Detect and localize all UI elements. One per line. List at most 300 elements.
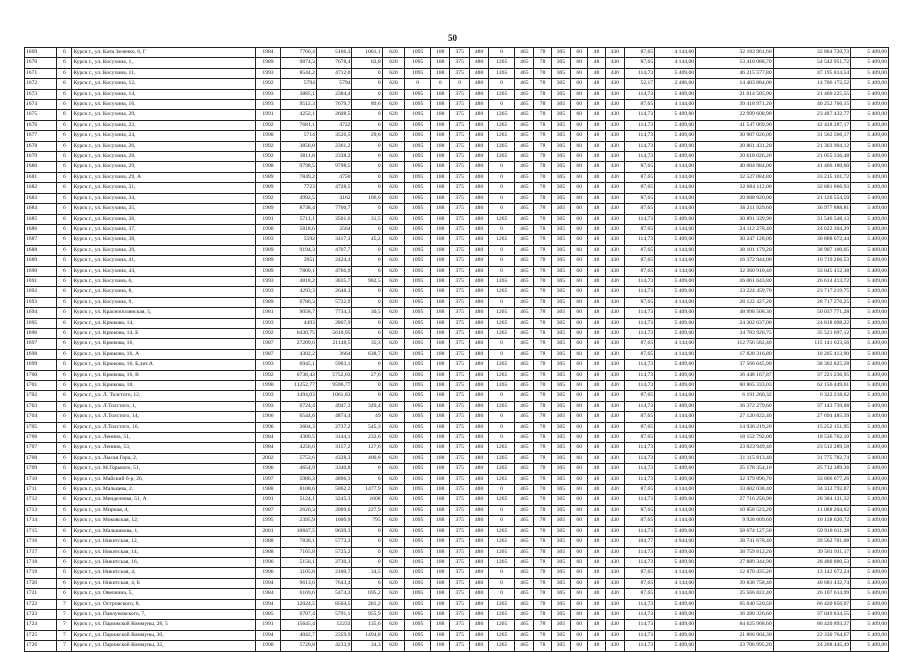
table-cell: 0 [352, 297, 382, 307]
table-cell: 60 [571, 318, 588, 328]
table-cell: 30 907 026,00 [696, 131, 774, 141]
table-cell: 0 [352, 110, 382, 120]
table-cell: 0 [352, 152, 382, 162]
row-number-cell: 1717 [25, 547, 57, 557]
table-cell: 24 112 278,40 [696, 224, 774, 234]
table-cell: 1095 [405, 464, 431, 474]
table-cell: 375 [450, 433, 469, 443]
table-cell: 1608 [352, 495, 382, 505]
table-cell: 305 [551, 58, 570, 68]
table-cell: 465 [515, 297, 534, 307]
table-row [25, 547, 889, 557]
table-row [25, 193, 889, 203]
table-cell: 620 [382, 360, 405, 370]
table-cell: 1095 [405, 453, 431, 463]
table-cell: 30,5 [352, 308, 382, 318]
table-cell: 5 409,00 [655, 131, 696, 141]
table-cell: 465 [515, 443, 534, 453]
table-cell: 188 [431, 120, 450, 130]
table-cell: 480 [469, 537, 488, 547]
table-cell: 114,73 [624, 120, 654, 130]
table-cell: 1494,8 [352, 630, 382, 640]
table-cell: 188 [431, 89, 450, 99]
table-cell: 1095 [405, 401, 431, 411]
table-cell: 375 [450, 568, 469, 578]
table-cell: 114,73 [624, 68, 654, 78]
table-cell: 6 [57, 131, 72, 141]
table-cell: 1992 [255, 193, 281, 203]
table-cell: 620 [382, 495, 405, 505]
table-cell: 4766,9 [316, 266, 352, 276]
table-cell: 2867,9 [316, 318, 352, 328]
table-cell: 60 [571, 443, 588, 453]
table-cell: 1994 [255, 630, 281, 640]
table-cell: 0 [352, 68, 382, 78]
table-cell: 5 409,00 [655, 381, 696, 391]
table-cell: 4 144,00 [655, 48, 696, 58]
table-cell: 0 [352, 360, 382, 370]
table-cell: 1095 [405, 391, 431, 401]
table-cell: 48 [588, 318, 605, 328]
table-cell: 5 409,00 [851, 318, 889, 328]
table-cell: 18 205 413,90 [773, 349, 851, 359]
table-cell: 465 [515, 276, 534, 286]
table-cell: 480 [469, 349, 488, 359]
table-cell: 5 409,00 [655, 68, 696, 78]
table-cell: 305 [551, 381, 570, 391]
table-cell: 87,65 [624, 256, 654, 266]
table-cell: 25 712 389,36 [773, 464, 851, 474]
table-cell: 480 [469, 381, 488, 391]
table-cell: 480 [469, 589, 488, 599]
table-cell: 5 409,00 [655, 235, 696, 245]
table-cell: 60 [571, 370, 588, 380]
row-number-cell: 1673 [25, 89, 57, 99]
table-cell: 0 [489, 172, 515, 182]
table-cell: 6 [57, 214, 72, 224]
table-cell: 465 [515, 68, 534, 78]
table-cell: 41 547 069,90 [696, 120, 774, 130]
table-cell: 60 [571, 141, 588, 151]
table-cell: 4 144,00 [655, 578, 696, 588]
table-cell: 60 [571, 360, 588, 370]
table-cell: 78 [534, 349, 551, 359]
table-cell: 480 [469, 152, 488, 162]
table-cell: 0 [352, 79, 382, 89]
table-cell: 465 [515, 630, 534, 640]
table-row [25, 110, 889, 120]
table-cell: 78 [534, 630, 551, 640]
table-row [25, 464, 889, 474]
table-cell: 188 [431, 339, 450, 349]
table-cell: 60 [571, 58, 588, 68]
address-cell: Курск г., ул. Малышкова, 1, [72, 526, 255, 536]
table-cell: 1985 [255, 609, 281, 619]
table-cell: 6 [57, 328, 72, 338]
table-cell: 465 [515, 609, 534, 619]
table-cell: 60 [571, 328, 588, 338]
table-cell: 1989 [255, 297, 281, 307]
table-cell: 4947,3 [316, 401, 352, 411]
table-cell: 6 [57, 422, 72, 432]
table-cell: 465 [515, 516, 534, 526]
table-cell: 620 [382, 328, 405, 338]
row-number-cell: 1708 [25, 453, 57, 463]
table-cell: 5 409,00 [851, 464, 889, 474]
table-cell: 1095 [405, 568, 431, 578]
table-cell: 1992 [255, 370, 281, 380]
table-cell: 430 [605, 401, 624, 411]
table-cell: 23 023 949,40 [696, 443, 774, 453]
table-cell: 620 [382, 224, 405, 234]
address-cell: Курск г., ул. Косухина, 41, [72, 256, 255, 266]
table-cell: 4992,5 [281, 193, 317, 203]
table-cell: 188 [431, 609, 450, 619]
table-cell: 305 [551, 401, 570, 411]
table-cell: 620 [382, 110, 405, 120]
table-cell: 305 [551, 172, 570, 182]
table-cell: 12 870 435,20 [696, 568, 774, 578]
table-cell: 188 [431, 401, 450, 411]
table-row [25, 495, 889, 505]
table-cell: 7 [57, 609, 72, 619]
table-cell: 16 372 944,00 [696, 256, 774, 266]
table-cell: 430 [605, 287, 624, 297]
table-cell: 87,65 [624, 505, 654, 515]
table-row [25, 89, 889, 99]
table-cell: 0 [489, 79, 515, 89]
table-cell: 66 420 856,07 [773, 599, 851, 609]
table-row [25, 568, 889, 578]
table-cell: 0 [489, 339, 515, 349]
address-cell: Курск г., ул. Л.Толстого, 14, [72, 412, 255, 422]
table-cell: 39 418 971,20 [696, 100, 774, 110]
row-number-cell: 1696 [25, 328, 57, 338]
table-cell: 6 [57, 505, 72, 515]
table-cell: 62,8 [352, 58, 382, 68]
table-cell: 33 045 412,38 [773, 266, 851, 276]
table-cell: 430 [605, 464, 624, 474]
table-cell: 34 312 792,87 [773, 485, 851, 495]
table-cell: 305 [551, 391, 570, 401]
table-cell: 1095 [405, 360, 431, 370]
address-cell: Курск г., ул. Косухина, 11, [72, 68, 255, 78]
table-cell: 430 [605, 474, 624, 484]
table-cell: 305 [551, 308, 570, 318]
table-cell: 1265 [489, 537, 515, 547]
table-cell: 188 [431, 297, 450, 307]
table-cell: 465 [515, 152, 534, 162]
table-cell: 0 [352, 328, 382, 338]
table-cell: 87,65 [624, 58, 654, 68]
table-cell: 4233,9 [316, 641, 352, 651]
row-number-cell: 1722 [25, 599, 57, 609]
table-cell: 60 [571, 505, 588, 515]
table-cell: 620 [382, 162, 405, 172]
table-cell: 465 [515, 266, 534, 276]
table-cell: 305 [551, 224, 570, 234]
table-cell: 430 [605, 79, 624, 89]
table-cell: 375 [450, 412, 469, 422]
table-cell: 620 [382, 391, 405, 401]
table-cell: 465 [515, 318, 534, 328]
row-number-cell: 1707 [25, 443, 57, 453]
table-cell: 480 [469, 641, 488, 651]
table-cell: 545,3 [352, 422, 382, 432]
table-cell: 78 [534, 620, 551, 630]
table-cell: 620 [382, 453, 405, 463]
table-cell: 4 144,00 [655, 516, 696, 526]
table-cell: 5 409,00 [851, 578, 889, 588]
table-cell: 1990 [255, 381, 281, 391]
table-cell: 31 562 566,17 [773, 131, 851, 141]
table-cell: 48 [588, 214, 605, 224]
table-cell: 638,7 [352, 349, 382, 359]
table-cell: 1992 [255, 141, 281, 151]
table-cell: 305 [551, 370, 570, 380]
table-cell: 6 [57, 412, 72, 422]
table-cell: 620 [382, 609, 405, 619]
table-cell: 480 [469, 412, 488, 422]
table-cell: 114,73 [624, 464, 654, 474]
table-cell: 78 [534, 308, 551, 318]
table-cell: 5722,9 [316, 297, 352, 307]
address-cell: Курск г., ул. М.Горького, 51, [72, 464, 255, 474]
table-cell: 1095 [405, 485, 431, 495]
table-cell: 7836,1 [281, 537, 317, 547]
table-cell: 60 [571, 495, 588, 505]
table-cell: 114,73 [624, 474, 654, 484]
table-row [25, 630, 889, 640]
table-cell: 5986,3 [281, 474, 317, 484]
row-number-cell: 1677 [25, 131, 57, 141]
table-cell: 48 [588, 100, 605, 110]
table-cell: 480 [469, 224, 488, 234]
table-cell: 1994 [255, 578, 281, 588]
table-cell: 5 409,00 [851, 589, 889, 599]
table-cell: 620 [382, 381, 405, 391]
table-cell: 465 [515, 422, 534, 432]
table-cell: 4 144,00 [655, 183, 696, 193]
table-row [25, 100, 889, 110]
table-cell: 1265 [489, 547, 515, 557]
table-cell: 27 694 485,39 [773, 412, 851, 422]
table-cell: 49 [352, 412, 382, 422]
table-cell: 6 [57, 100, 72, 110]
table-cell: 305 [551, 485, 570, 495]
table-cell: 305 [551, 537, 570, 547]
table-cell: 375 [450, 339, 469, 349]
address-cell: Курск г., ул. Косухина, 26, [72, 141, 255, 151]
table-cell: 5 409,00 [851, 48, 889, 58]
table-cell: 375 [450, 48, 469, 58]
table-cell: 1265 [489, 58, 515, 68]
row-number-cell: 1686 [25, 224, 57, 234]
table-cell: 5 409,00 [655, 214, 696, 224]
table-cell: 3105,8 [281, 568, 317, 578]
table-cell: 48 [588, 204, 605, 214]
table-cell: 5 409,00 [851, 453, 889, 463]
table-cell: 1990 [255, 224, 281, 234]
table-row [25, 214, 889, 224]
table-cell: 1993 [255, 68, 281, 78]
table-cell: 465 [515, 433, 534, 443]
table-cell: 18 152 792,00 [696, 433, 774, 443]
table-cell: 305 [551, 641, 570, 651]
table-cell: 60 [571, 183, 588, 193]
table-cell: 23 706 995,20 [696, 641, 774, 651]
table-cell: 620 [382, 620, 405, 630]
table-cell: 480 [469, 235, 488, 245]
table-cell: 78 [534, 276, 551, 286]
table-cell: 7681,1 [281, 120, 317, 130]
table-cell: 0 [489, 256, 515, 266]
table-cell: 48 [588, 453, 605, 463]
table-cell: 114,73 [624, 453, 654, 463]
table-cell: 53 410 088,70 [696, 58, 774, 68]
table-cell: 48 [588, 172, 605, 182]
table-cell: 5 409,00 [851, 214, 889, 224]
table-cell: 14 936 219,20 [696, 422, 774, 432]
table-cell: 0 [352, 557, 382, 567]
table-cell: 14 403 884,00 [696, 79, 774, 89]
table-cell: 6 [57, 193, 72, 203]
table-cell: 1095 [405, 256, 431, 266]
table-cell: 48 [588, 391, 605, 401]
table-cell: 480 [469, 287, 488, 297]
table-cell: 114,73 [624, 526, 654, 536]
table-cell: 5 409,00 [851, 256, 889, 266]
table-cell: 9058,7 [281, 308, 317, 318]
table-cell: 465 [515, 256, 534, 266]
table-cell: 39 562 701,08 [773, 537, 851, 547]
table-cell: 0 [352, 578, 382, 588]
table-cell: 480 [469, 630, 488, 640]
table-cell: 21 303 904,12 [773, 141, 851, 151]
table-cell: 87,65 [624, 204, 654, 214]
table-cell: 465 [515, 599, 534, 609]
table-cell: 48 [588, 256, 605, 266]
table-cell: 4256,6 [281, 443, 317, 453]
table-cell: 5610,95 [316, 328, 352, 338]
table-cell: 1993 [255, 318, 281, 328]
table-cell: 375 [450, 599, 469, 609]
table-cell: 620 [382, 537, 405, 547]
table-cell: 33 215 101,72 [773, 172, 851, 182]
table-cell: 375 [450, 120, 469, 130]
table-cell: 1095 [405, 526, 431, 536]
table-cell: 480 [469, 245, 488, 255]
table-cell: 305 [551, 557, 570, 567]
table-cell: 305 [551, 599, 570, 609]
table-cell: 60 [571, 131, 588, 141]
table-cell: 6 [57, 266, 72, 276]
table-cell: 430 [605, 214, 624, 224]
table-cell: 620 [382, 193, 405, 203]
table-cell: 375 [450, 328, 469, 338]
table-cell: 982,5 [352, 276, 382, 286]
table-cell: 5 409,00 [851, 485, 889, 495]
table-cell: 114,73 [624, 110, 654, 120]
table-cell: 480 [469, 183, 488, 193]
table-cell: 1996 [255, 422, 281, 432]
table-cell: 4 144,00 [655, 412, 696, 422]
table-cell: 52,17 [624, 79, 654, 89]
table-cell: 114,73 [624, 276, 654, 286]
address-cell: Курск г., ул. Косухина, 29, [72, 162, 255, 172]
table-cell: 305 [551, 453, 570, 463]
table-cell: 5 409,00 [851, 620, 889, 630]
table-cell: 465 [515, 464, 534, 474]
address-cell: Курск г., ул. Ленина, 53, [72, 443, 255, 453]
table-cell: 48 [588, 131, 605, 141]
table-cell: 620 [382, 89, 405, 99]
table-cell: 31 775 782,74 [773, 453, 851, 463]
table-cell: 1095 [405, 537, 431, 547]
table-cell: 480 [469, 162, 488, 172]
table-cell: 6 [57, 162, 72, 172]
table-cell: 1991 [255, 620, 281, 630]
table-cell: 480 [469, 453, 488, 463]
table-cell: 188 [431, 516, 450, 526]
table-cell: 27 716 256,90 [696, 495, 774, 505]
table-row [25, 141, 889, 151]
address-cell: Курск г., ул. Косухина, 36, [72, 214, 255, 224]
table-cell: 24 622 304,29 [773, 224, 851, 234]
table-row [25, 287, 889, 297]
table-cell: 465 [515, 162, 534, 172]
table-cell: 60 [571, 100, 588, 110]
table-cell: 78 [534, 297, 551, 307]
table-cell: 3417,3 [316, 235, 352, 245]
table-cell: 10 858 523,20 [696, 505, 774, 515]
table-cell: 9613,6 [281, 578, 317, 588]
table-cell: 1984 [255, 48, 281, 58]
table-cell: 1095 [405, 297, 431, 307]
table-cell: 5 409,00 [655, 630, 696, 640]
table-cell: 1095 [405, 630, 431, 640]
table-cell: 87,65 [624, 391, 654, 401]
table-cell: 465 [515, 235, 534, 245]
table-cell: 305 [551, 422, 570, 432]
table-cell: 305 [551, 474, 570, 484]
table-cell: 375 [450, 318, 469, 328]
table-cell: 5124,1 [281, 495, 317, 505]
address-cell: Курск г., ул. Крюкова, 16, А [72, 349, 255, 359]
table-cell: 1989 [255, 266, 281, 276]
table-cell: 1993 [255, 100, 281, 110]
table-cell: 375 [450, 224, 469, 234]
table-cell: 430 [605, 172, 624, 182]
table-cell: 188 [431, 370, 450, 380]
table-cell: 375 [450, 526, 469, 536]
table-cell: 27,6 [352, 370, 382, 380]
table-cell: 78 [534, 391, 551, 401]
table-cell: 4 144,00 [655, 193, 696, 203]
row-number-cell: 1704 [25, 412, 57, 422]
address-cell: Курск г., ул. Никитская, 12, [72, 537, 255, 547]
table-cell: 38 741 678,40 [696, 537, 774, 547]
table-cell: 375 [450, 214, 469, 224]
table-cell: 48 [588, 433, 605, 443]
table-cell: 1992 [255, 328, 281, 338]
table-cell: 188 [431, 641, 450, 651]
table-cell: 35,3 [352, 339, 382, 349]
table-cell: 465 [515, 578, 534, 588]
address-cell: Курск г., ул. Парижской Коммуны, 28, 5 [72, 620, 255, 630]
table-cell: 188 [431, 100, 450, 110]
table-cell: 480 [469, 609, 488, 619]
